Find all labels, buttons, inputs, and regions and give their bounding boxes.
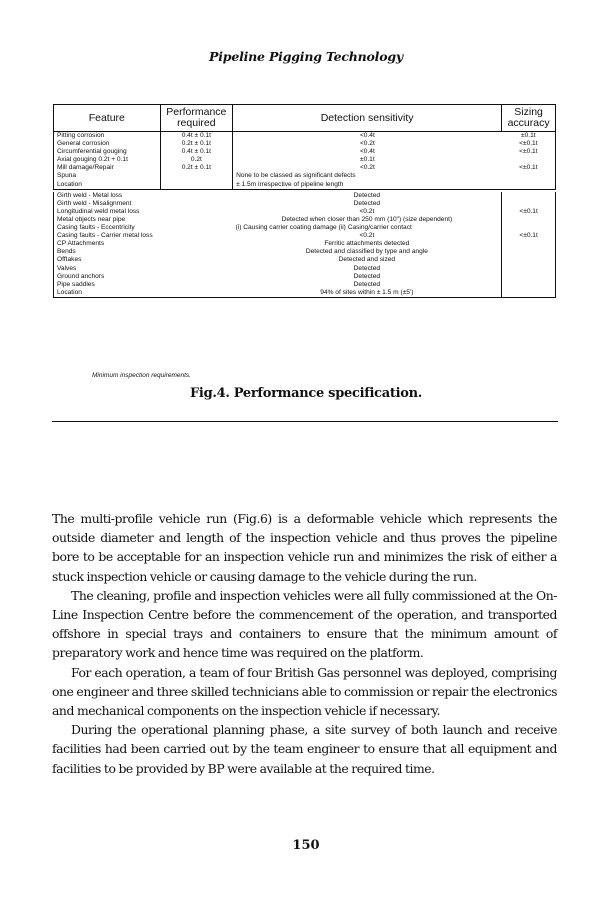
sizing-cell xyxy=(502,156,556,164)
feature-cell: General corrosion xyxy=(54,140,161,148)
performance-cell: 0.4t ± 0.1t xyxy=(160,148,232,156)
detection-cell: Detected when closer than 250 mm (10") (size dependent) xyxy=(233,216,502,224)
table-row xyxy=(54,140,556,148)
feature-cell: Mill damage/Repair xyxy=(54,164,161,172)
header-detection: Detection sensitivity xyxy=(233,105,502,132)
table-row xyxy=(54,200,556,208)
detection-cell: Ferritic attachments detected xyxy=(233,240,502,248)
sizing-cell xyxy=(502,289,556,298)
performance-spec-table xyxy=(53,104,556,298)
feature-cell: Spuna xyxy=(54,172,161,180)
sizing-cell: <±0.1t xyxy=(502,140,556,148)
table-row xyxy=(54,248,556,256)
feature-cell: Axial gouging 0.2t + 0.1t xyxy=(54,156,161,164)
sizing-cell xyxy=(502,192,556,200)
feature-cell: Longitudinal weld metal loss xyxy=(54,208,233,216)
table-note: Minimum inspection requirements. xyxy=(92,372,191,379)
header-sizing-line1: Sizing xyxy=(514,106,543,118)
detection-cell: Detected xyxy=(233,265,502,273)
body-text xyxy=(52,509,557,778)
detection-cell: <0.4t xyxy=(359,148,375,156)
paragraph: The multi-profile vehicle run (Fig.6) is a deformable vehicle which represents the outside diameter and length of the inspection vehicle and thus proves the pipeline bore to be acceptable for an inspection vehicle run and minimizes the risk of either a stuck inspection vehicle or causing damage to the vehicle during the run. xyxy=(52,511,557,584)
sizing-cell xyxy=(502,248,556,256)
detection-cell: Detected xyxy=(233,200,502,208)
sizing-cell xyxy=(502,265,556,273)
table-row xyxy=(54,256,556,264)
header-sizing xyxy=(502,105,556,132)
sizing-cell: <±0.1t xyxy=(502,208,556,216)
header-performance-line1: Performance xyxy=(166,106,227,118)
paragraph: For each operation, a team of four British Gas personnel was deployed, comprising one engineer and three skilled technicians able to commission or repair the electronics and mechanical components on the inspection vehicle if necessary. xyxy=(52,664,557,719)
sizing-cell: <±0.1t xyxy=(502,148,556,156)
feature-cell: Casing faults - Eccentricity xyxy=(54,224,233,232)
table-row xyxy=(54,232,556,240)
header-feature: Feature xyxy=(54,105,161,132)
feature-cell: Valves xyxy=(54,265,233,273)
table-row xyxy=(54,240,556,248)
detection-cell: ±0.1t xyxy=(360,156,375,164)
sizing-cell xyxy=(502,281,556,289)
table-row xyxy=(54,208,556,216)
table-row xyxy=(54,273,556,281)
detection-cell: 94% of sites within ± 1.5 m (±5') xyxy=(233,289,502,298)
detection-cell: <0.2t xyxy=(233,208,502,216)
table-bottom-rule xyxy=(54,297,556,298)
performance-cell xyxy=(160,181,232,190)
figure-caption: Fig.4. Performance specification. xyxy=(190,386,422,401)
detection-cell: Detected xyxy=(233,192,502,200)
detection-cell: Detected xyxy=(233,273,502,281)
sizing-cell xyxy=(502,181,556,190)
sizing-cell: <±0.1t xyxy=(502,164,556,172)
table-row xyxy=(54,181,556,190)
feature-cell: Girth weld - Misalignment xyxy=(54,200,233,208)
table-row xyxy=(54,172,556,180)
sizing-cell xyxy=(502,240,556,248)
performance-cell: 0.2t ± 0.1t xyxy=(160,164,232,172)
divider-rule xyxy=(52,421,558,422)
feature-cell: Metal objects near pipe xyxy=(54,216,233,224)
performance-cell: 0.4t ± 0.1t xyxy=(160,132,232,141)
table-row xyxy=(54,216,556,224)
paragraph: During the operational planning phase, a site survey of both launch and receive facilities had been carried out by the team engineer to ensure that all equipment and facilities to be provided by BP were available at the required time. xyxy=(52,722,557,776)
sizing-cell xyxy=(502,256,556,264)
table-row xyxy=(54,164,556,172)
page-number: 150 xyxy=(292,838,320,853)
feature-cell: Casing faults - Carrier metal loss xyxy=(54,232,233,240)
detection-cell: Detected xyxy=(233,281,502,289)
detection-cell: ± 1.5m irrespective of pipeline length xyxy=(236,180,344,188)
detection-cell: <0.4t xyxy=(359,132,375,139)
sizing-cell xyxy=(502,273,556,281)
feature-cell: Pitting corrosion xyxy=(54,132,161,141)
feature-cell: Ground anchors xyxy=(54,273,233,281)
detection-cell: <0.2t xyxy=(233,232,502,240)
sizing-cell xyxy=(502,224,556,232)
sizing-cell xyxy=(502,200,556,208)
feature-cell: Offtakes xyxy=(54,256,233,264)
feature-cell: Girth weld - Metal loss xyxy=(54,192,233,200)
table-row xyxy=(54,265,556,273)
sizing-cell xyxy=(502,216,556,224)
detection-cell: (i) Causing carrier coating damage (ii) Casing/carrier contact xyxy=(233,224,502,232)
performance-cell: 0.2t ± 0.1t xyxy=(160,140,232,148)
table-row xyxy=(54,192,556,200)
header-sizing-line2: accuracy xyxy=(507,117,550,129)
table-row xyxy=(54,132,556,141)
feature-cell: Circumferential gouging xyxy=(54,148,161,156)
sizing-cell: ±0.1t xyxy=(502,132,556,141)
performance-cell xyxy=(160,172,232,180)
feature-cell: Location xyxy=(54,289,233,298)
detection-cell: Detected and classified by type and angle xyxy=(233,248,502,256)
table-row xyxy=(54,156,556,164)
running-head: Pipeline Pigging Technology xyxy=(209,49,403,64)
table-header-row xyxy=(54,105,556,132)
sizing-cell: <±0.1t xyxy=(502,232,556,240)
performance-cell: 0.2t xyxy=(160,156,232,164)
feature-cell: Location xyxy=(54,181,161,190)
feature-cell: Bends xyxy=(54,248,233,256)
detection-cell: <0.2t xyxy=(359,164,375,172)
paragraph: The cleaning, profile and inspection vehicles were all fully commissioned at the On-Line Inspection Centre before the commencement of the operation, and transported offshore in special trays and containers to ensure that the minimum amount of preparatory work and hence time was required on the platform. xyxy=(52,587,557,661)
table-row xyxy=(54,289,556,298)
sizing-cell xyxy=(502,172,556,180)
detection-cell: Detected and sized xyxy=(233,256,502,264)
feature-cell: Pipe saddles xyxy=(54,281,233,289)
feature-cell: CP Attachments xyxy=(54,240,233,248)
header-performance-line2: required xyxy=(177,117,216,129)
table-row xyxy=(54,224,556,232)
detection-cell: None to be classed as significant defects xyxy=(236,172,356,180)
header-performance xyxy=(160,105,232,132)
detection-cell: <0.2t xyxy=(359,140,375,148)
table-row xyxy=(54,281,556,289)
table-row xyxy=(54,148,556,156)
